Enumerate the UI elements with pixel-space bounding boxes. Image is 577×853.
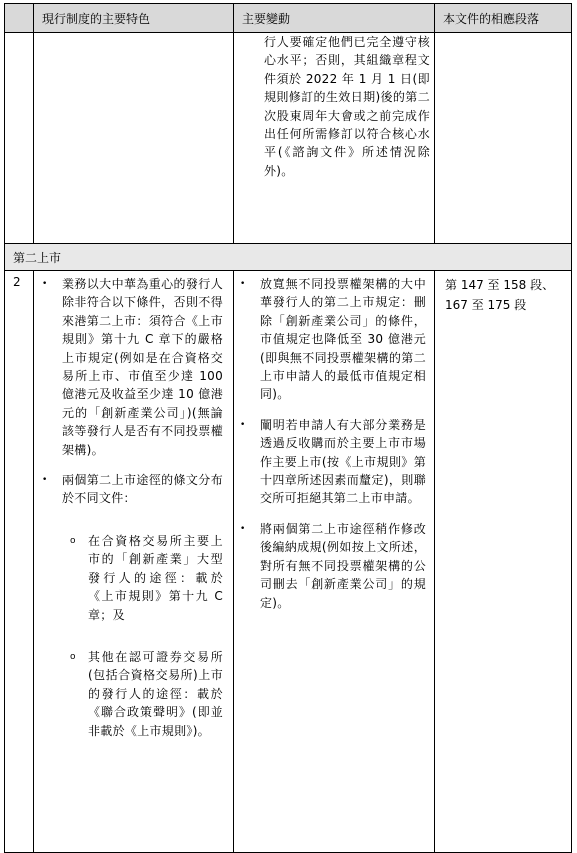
list-item xyxy=(234,520,434,612)
circle-bullet-icon: o xyxy=(70,651,76,662)
section-row xyxy=(5,244,572,271)
list-item-text: 放寬無不同投票權架構的大中華發行人的第二上市規定：刪除「創新產業公司」的條件，市值規定也降低至 30 億港元(即與無不同投票權架構的第二上市申請人的最低市值規定相同)。 xyxy=(260,277,426,402)
cell-empty xyxy=(34,33,234,244)
header-paragraph-ref: 本文件的相應段落 xyxy=(435,4,572,33)
cell-paragraph-ref xyxy=(435,271,572,853)
table-row-continued xyxy=(5,33,572,244)
sub-list-item xyxy=(34,532,233,624)
cell-current-features xyxy=(34,271,234,853)
bullet-icon: • xyxy=(240,523,246,534)
header-current-features: 現行制度的主要特色 xyxy=(34,4,234,33)
list-item-text: 業務以大中華為重心的發行人除非符合以下條件，否則不得來港第二上市：須符合《上市規則》第十九 C 章下的嚴格上市規定(例如是在合資格交易所上市、市值至少達 100 億港元及收益至少達 10 億港元的「創新產業公司」)(無論該等發行人是否有不同投票權架構)。 xyxy=(62,277,223,457)
cell-empty xyxy=(435,33,572,244)
list-item xyxy=(34,471,233,508)
table-row xyxy=(5,271,572,853)
sub-list-item-text: 在合資格交易所主要上市的「創新產業」大型發行人的途徑：載於《上市規則》第十九 C 章；及 xyxy=(88,533,223,622)
document-table xyxy=(4,3,572,853)
header-number xyxy=(5,4,34,33)
circle-bullet-icon: o xyxy=(70,535,76,546)
cell-empty xyxy=(5,33,34,244)
continued-text: 行人要確定他們已完全遵守核心水平；否則，其組織章程文件須於 2022 年 1 月 1 日(即規則修訂的生效日期)後的第二次股東周年大會或之前完成作出任何所需修訂以符合核心水平(《諮詢文件》所述情況除外)。 xyxy=(264,35,430,178)
list-item xyxy=(234,416,434,508)
header-main-changes: 主要變動 xyxy=(234,4,435,33)
sub-list-item-text: 其他在認可證券交易所(包括合資格交易所)上市的發行人的途徑：載於《聯合政策聲明》(即並非載於《上市規則》)。 xyxy=(88,649,223,738)
row-number: 2 xyxy=(5,271,34,853)
bullet-icon: • xyxy=(42,475,48,486)
bullet-icon: • xyxy=(42,279,48,289)
list-item-text: 兩個第二上市途徑的條文分布於不同文件： xyxy=(62,473,223,506)
bullet-icon: • xyxy=(240,419,246,430)
bullet-icon: • xyxy=(240,279,246,289)
sub-list-item xyxy=(34,648,233,740)
section-title: 第二上市 xyxy=(5,244,572,271)
paragraph-ref: 第 147 至 158 段、167 至 175 段 xyxy=(445,278,555,312)
cell-continued-text xyxy=(234,33,435,244)
list-item-text: 闡明若申請人有大部分業務是透過反收購而於主要上市市場作主要上市(按《上市規則》第十四章所述因素而釐定)，則聯交所可拒絕其第二上市申請。 xyxy=(260,417,426,506)
cell-main-changes xyxy=(234,271,435,853)
header-row xyxy=(5,4,572,33)
list-item-text: 將兩個第二上市途徑稍作修改後編納成規(例如按上文所述，對所有無不同投票權架構的公司刪去「創新產業公司」的規定)。 xyxy=(260,521,426,610)
list-item xyxy=(234,275,434,404)
list-item xyxy=(34,275,233,459)
